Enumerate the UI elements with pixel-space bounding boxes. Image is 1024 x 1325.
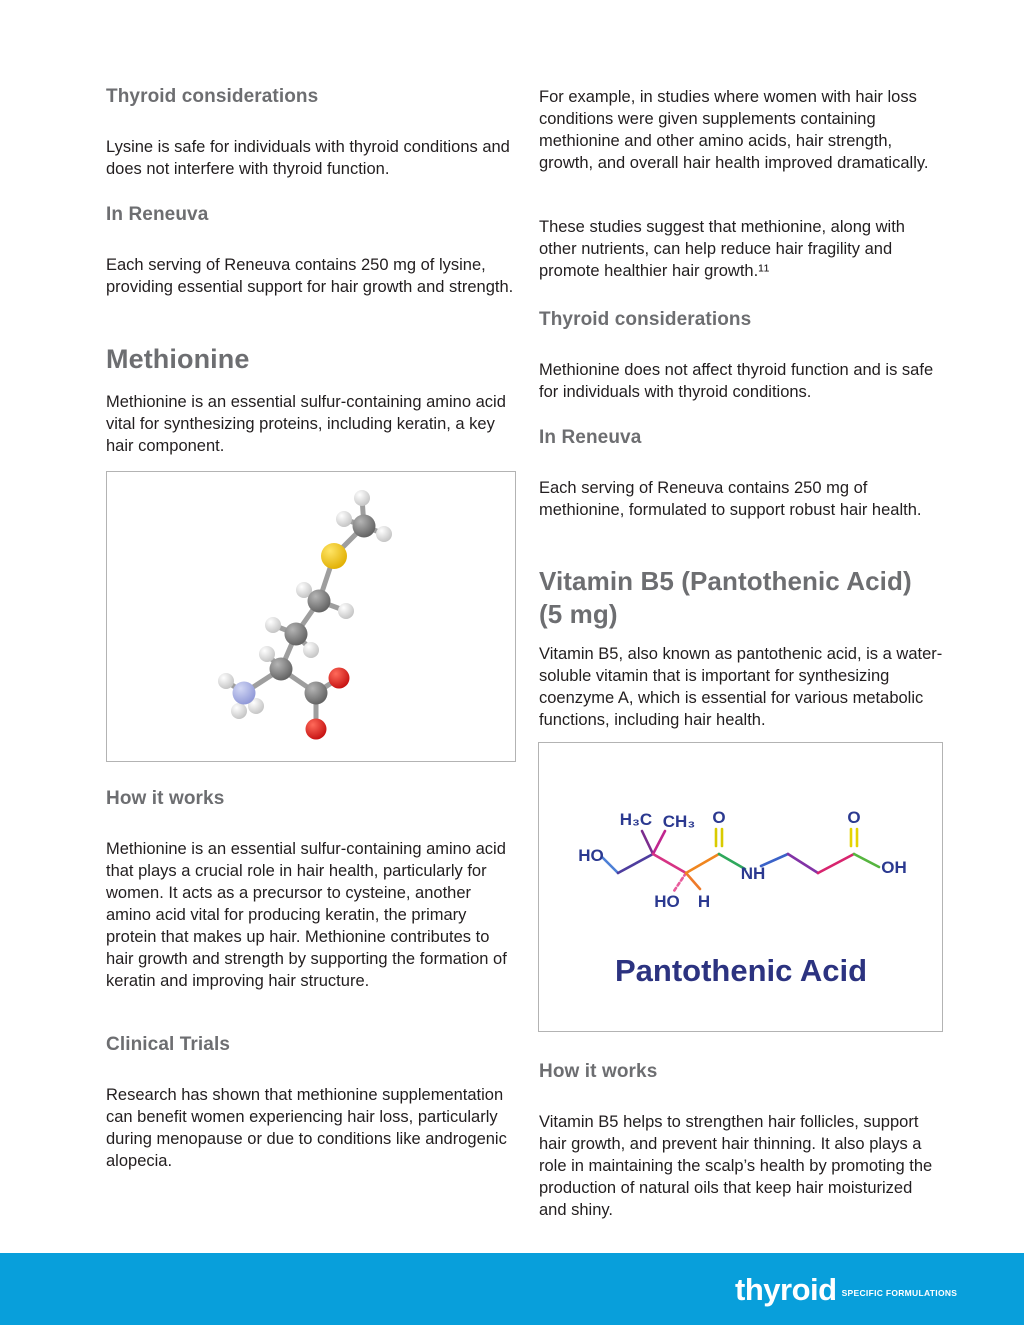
pantothenic-acid-structure-image [538,742,943,1032]
vitamin-b5-intro-text: Vitamin B5, also known as pantothenic acid, is a water-soluble vitamin that is important for synthesizing coenzyme A, which is essential for various metabolic functions, including hair health. [539,645,943,729]
acid-o-label: O [847,808,861,827]
studies-paragraph-1: For example, in studies where women with hair loss conditions were given supplements containing methionine and other amino acids, hair strength, growth, and overall hair health improved dramatically. [539,88,929,172]
structure-atom-labels [578,808,907,911]
right-in-reneuva-heading: In Reneuva [539,427,642,448]
methionine-section-heading: Methionine [106,344,250,374]
studies-paragraph-2: These studies suggest that methionine, along with other nutrients, can help reduce hair fragility and promote healthier hair growth.¹¹ [539,218,905,280]
nitrogen-atom [233,682,256,705]
clinical-trials-text: Research has shown that methionine supplementation can benefit women experiencing hair loss, particularly during menopause or due to conditions like androgenic alopecia. [106,1086,507,1170]
ch3-label: CH₃ [662,812,696,831]
left-thyroid-considerations-text: Lysine is safe for individuals with thyroid conditions and does not interfere with thyroid function. [106,138,510,178]
left-in-reneuva-heading: In Reneuva [106,204,209,225]
brand-tagline: SPECIFIC FORMULATIONS [841,1288,958,1298]
carbon-atom [353,515,376,538]
right-thyroid-considerations-heading: Thyroid considerations [539,309,752,330]
left-how-it-works-text: Methionine is an essential sulfur-containing amino acid that plays a crucial role in hair health, particularly for women. It acts as a precursor to cysteine, another amino acid vital for producing keratin, the primary protein that makes up hair. Methionine contributes to hair growth and strength by supporting the formation of keratin and improving hair structure. [106,840,507,990]
sulfur-atom [321,543,347,569]
h3c-label: H₃C [619,810,653,829]
clinical-trials-heading: Clinical Trials [106,1034,230,1055]
right-thyroid-considerations-text: Methionine does not affect thyroid function and is safe for individuals with thyroid conditions. [539,361,934,401]
left-in-reneuva-text: Each serving of Reneuva contains 250 mg of lysine, providing essential support for hair growth and strength. [106,256,514,296]
methionine-molecule-image [106,471,516,762]
pantothenic-acid-svg [539,743,942,1031]
oxygen-atom [329,668,350,689]
methionine-ball-stick-svg [107,472,515,761]
structure-title: Pantothenic Acid [614,953,868,988]
right-how-it-works-text: Vitamin B5 helps to strengthen hair follicles, support hair growth, and prevent hair thinning. It also plays a role in maintaining the scalp’s health by promoting the production of natural oils that keep hair moisturized and shiny. [539,1113,933,1219]
right-in-reneuva-text: Each serving of Reneuva contains 250 mg of methionine, formulated to support robust hair health. [539,479,922,519]
vitamin-b5-section-heading: Vitamin B5 (Pantothenic Acid) (5 mg) [539,566,912,630]
ho-left-label: HO [578,846,604,865]
oxygen-atom [306,719,327,740]
brand-wordmark: thyroid [735,1271,837,1307]
brand-lockup [735,1253,957,1325]
right-how-it-works-heading: How it works [539,1061,658,1082]
methionine-intro-text: Methionine is an essential sulfur-containing amino acid vital for synthesizing proteins, including keratin, a key hair component. [106,393,506,455]
amide-o-label: O [712,808,726,827]
molecule-atoms [218,490,392,740]
left-thyroid-considerations-heading: Thyroid considerations [106,86,319,107]
oh-right-label: OH [881,858,907,877]
footer-bar [0,1253,1024,1325]
nh-label: NH [740,864,766,883]
h-bottom-label: H [697,892,711,911]
left-how-it-works-heading: How it works [106,788,225,809]
ho-bottom-label: HO [654,892,680,911]
